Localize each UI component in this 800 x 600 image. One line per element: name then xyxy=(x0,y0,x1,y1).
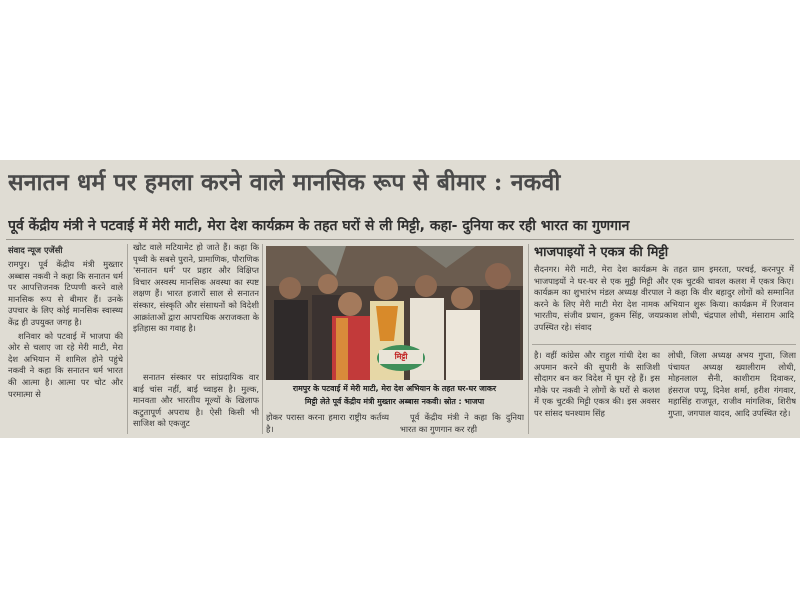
article-column-4b xyxy=(668,350,796,436)
agency-byline: संवाद न्यूज एजेंसी xyxy=(8,245,63,255)
article-column-3a xyxy=(266,412,389,438)
divider xyxy=(6,239,794,240)
article-column-1 xyxy=(8,244,123,434)
headline: सनातन धर्म पर हमला करने वाले मानसिक रूप से बीमार : नकवी xyxy=(8,169,561,196)
sidebar-title: भाजपाइयों ने एकत्र की मिट्टी xyxy=(534,245,669,260)
pot-label: मिट्टी xyxy=(394,352,408,361)
paragraph: खोट वाले मटियामेट हो जाते हैं। कहा कि पृथ्वी के सबसे पुराने, प्रामाणिक, पौराणिक 'सनातन धर्म' पर प्रहार और विक्षिप्त विचार अस्वस्थ मानसिक अवस्था का स्पष्ट लक्षण हैं। भारत हजारों साल से सनातन संस्कार, संस्कृति और संसाधनों को विदेशी आक्रांताओं द्वारा आपराधिक अराजकता के इतिहास का गवाह है। xyxy=(133,242,259,334)
article-column-3b xyxy=(400,412,524,438)
news-photo xyxy=(266,246,523,380)
column-divider xyxy=(127,244,128,434)
caption-line-2: मिट्टी लेते पूर्व केंद्रीय मंत्री मुख्तार अब्बास नकवी। स्रोत : भाजपा xyxy=(304,397,485,406)
article-column-2 xyxy=(133,242,259,352)
paragraph: शनिवार को पटवाई में भाजपा की ओर से चलाए जा रहे मेरी माटी, मेरा देश अभियान में शामिल होने पहुंचे नकवी ने कहा कि सनातन धर्म भारत की आत्मा है। आत्मा पर चोट और परमात्मा से xyxy=(8,330,123,399)
paragraph: पूर्व केंद्रीय मंत्री ने कहा कि दुनिया भारत का गुणगान कर रही xyxy=(400,412,524,434)
sidebar-body xyxy=(534,264,794,344)
column-divider xyxy=(262,244,263,434)
newspaper-clipping xyxy=(0,160,800,438)
article-column-2-continued xyxy=(133,372,259,436)
paragraph: सैदनगर। मेरी माटी, मेरा देश कार्यक्रम के तहत ग्राम इमरता, परचई, करनपुर में भाजपाइयों ने घर-घर से एक मुट्ठी मिट्टी और एक चुटकी चावल कलश में एकत्र किए। कार्यक्रम का शुभारंभ मंडल अध्यक्ष वीरपाल ने कहा कि वीर बहादुर लोगों को सम्मानित करने के लिए मेरी माटी मेरा देश नामक अभियान शुरू किया। कार्यक्रम में रिजवान भारतीय, संजीव प्रधान, हुकम सिंह, जयप्रकाश लोधी, चंद्रपाल लोधी, मंसाराम आदि उपस्थित रहे। संवाद xyxy=(534,264,794,332)
subheadline: पूर्व केंद्रीय मंत्री ने पटवाई में मेरी माटी, मेरा देश कार्यक्रम के तहत घरों से ली मिट्टी, कहा- दुनिया कर रही भारत का गुणगान xyxy=(8,218,630,234)
caption-line-1: रामपुर के पटवाई में मेरी माटी, मेरा देश अभियान के तहत घर-घर जाकर xyxy=(292,384,497,393)
article-column-4a xyxy=(534,350,660,436)
photo-caption xyxy=(266,382,523,410)
paragraph: सनातन संस्कार पर सांप्रदायिक वार बाई चांस नहीं, बाई च्वाइस है। मुल्क, मानवता और भारतीय मूल्यों के खिलाफ कटुतापूर्ण अपराध है। ऐसी किसी भी साजिश को एकजुट xyxy=(133,372,259,429)
sidebar-divider xyxy=(532,344,796,345)
paragraph: होकर परास्त करना हमारा राष्ट्रीय कर्तव्य है। xyxy=(266,412,389,434)
paragraph: रामपुर। पूर्व केंद्रीय मंत्री मुख्तार अब्बास नकवी ने कहा कि सनातन धर्म पर आपत्तिजनक टिप्पणी करने वाले मानसिक रूप से बीमार हैं। उनके उपचार के लिए कोई मानसिक स्वास्थ्य केंद्र ही उपयुक्त जगह है। xyxy=(8,259,123,327)
paragraph: लोधी, जिला अध्यक्ष अभय गुप्ता, जिला पंचायत अध्यक्ष ख्यालीराम लोधी, मोहनलाल सैनी, काशीराम दिवाकर, हंसराज पप्पू, दिनेश शर्मा, हरीश गंगवार, महासिंह राजपूत, राजीव मांगलिक, शिरीष गुप्ता, जगपाल यादव, आदि उपस्थित रहे। xyxy=(668,350,796,418)
column-divider xyxy=(528,244,529,434)
paragraph: है। वहीं कांग्रेस और राहुल गांधी देश का अपमान करने की सुपारी के साजिशी सौदागर बन कर विदेश में घूम रहे हैं। इस मौके पर नकवी ने लोगों के घरों से कलश में एक चुटकी मिट्टी एकत्र की। इस अवसर पर सांसद घनश्याम सिंह xyxy=(534,350,660,418)
